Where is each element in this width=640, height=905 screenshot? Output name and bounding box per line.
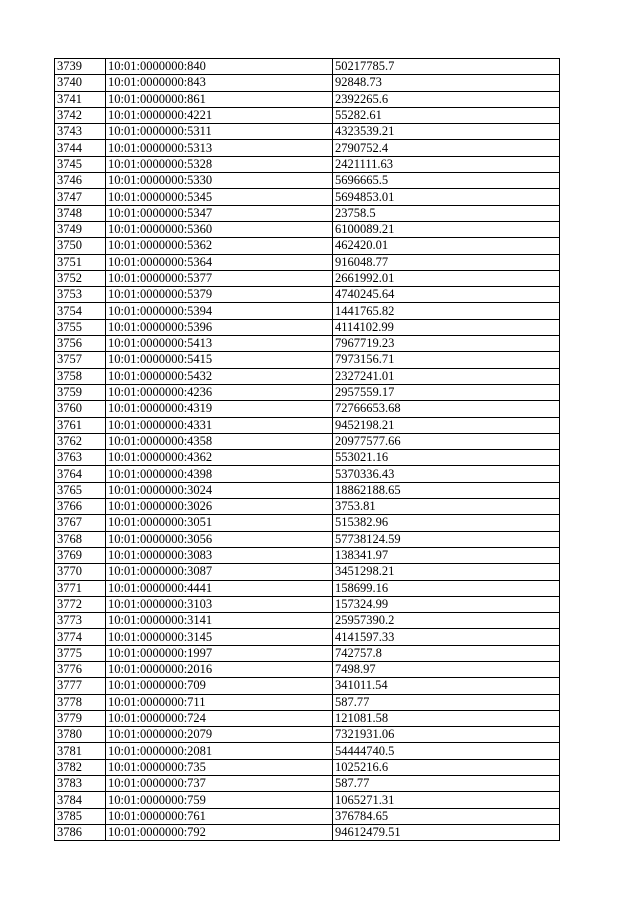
cadastral-number-cell: 10:01:0000000:840: [106, 59, 333, 75]
table-row: [55, 792, 560, 808]
table-row: [55, 499, 560, 515]
value-cell: 742757.8: [333, 645, 560, 661]
row-number-cell: 3782: [55, 759, 106, 775]
value-cell: 57738124.59: [333, 531, 560, 547]
value-cell: 18862188.65: [333, 482, 560, 498]
row-number-cell: 3740: [55, 75, 106, 91]
cadastral-number-cell: 10:01:0000000:1997: [106, 645, 333, 661]
cadastral-number-cell: 10:01:0000000:735: [106, 759, 333, 775]
cadastral-number-cell: 10:01:0000000:5330: [106, 173, 333, 189]
table-row: [55, 515, 560, 531]
cadastral-number-cell: 10:01:0000000:724: [106, 710, 333, 726]
row-number-cell: 3778: [55, 694, 106, 710]
cadastral-number-cell: 10:01:0000000:711: [106, 694, 333, 710]
cadastral-number-cell: 10:01:0000000:5432: [106, 368, 333, 384]
table-row: [55, 482, 560, 498]
value-cell: 94612479.51: [333, 824, 560, 840]
row-number-cell: 3765: [55, 482, 106, 498]
row-number-cell: 3771: [55, 580, 106, 596]
cadastral-number-cell: 10:01:0000000:3024: [106, 482, 333, 498]
value-cell: 3753.81: [333, 499, 560, 515]
cadastral-number-cell: 10:01:0000000:843: [106, 75, 333, 91]
value-cell: 5694853.01: [333, 189, 560, 205]
table-row: [55, 613, 560, 629]
value-cell: 1441765.82: [333, 303, 560, 319]
row-number-cell: 3775: [55, 645, 106, 661]
table-row: [55, 450, 560, 466]
cadastral-number-cell: 10:01:0000000:5364: [106, 254, 333, 270]
row-number-cell: 3752: [55, 270, 106, 286]
value-cell: 376784.65: [333, 808, 560, 824]
cadastral-number-cell: 10:01:0000000:5345: [106, 189, 333, 205]
row-number-cell: 3754: [55, 303, 106, 319]
row-number-cell: 3760: [55, 401, 106, 417]
row-number-cell: 3774: [55, 629, 106, 645]
cadastral-number-cell: 10:01:0000000:4236: [106, 384, 333, 400]
row-number-cell: 3755: [55, 319, 106, 335]
row-number-cell: 3753: [55, 287, 106, 303]
cadastral-number-cell: 10:01:0000000:737: [106, 776, 333, 792]
cadastral-number-cell: 10:01:0000000:4319: [106, 401, 333, 417]
table-row: [55, 759, 560, 775]
value-cell: 138341.97: [333, 547, 560, 563]
cadastral-number-cell: 10:01:0000000:709: [106, 678, 333, 694]
value-cell: 553021.16: [333, 450, 560, 466]
value-cell: 462420.01: [333, 238, 560, 254]
value-cell: 1025216.6: [333, 759, 560, 775]
cadastral-number-cell: 10:01:0000000:5396: [106, 319, 333, 335]
row-number-cell: 3773: [55, 613, 106, 629]
table-row: [55, 417, 560, 433]
table-row: [55, 547, 560, 563]
cadastral-number-cell: 10:01:0000000:861: [106, 91, 333, 107]
cadastral-number-cell: 10:01:0000000:5394: [106, 303, 333, 319]
value-cell: 2790752.4: [333, 140, 560, 156]
value-cell: 2327241.01: [333, 368, 560, 384]
row-number-cell: 3746: [55, 173, 106, 189]
table-row: [55, 221, 560, 237]
row-number-cell: 3743: [55, 124, 106, 140]
row-number-cell: 3769: [55, 547, 106, 563]
cadastral-number-cell: 10:01:0000000:4398: [106, 466, 333, 482]
table-row: [55, 743, 560, 759]
value-cell: 515382.96: [333, 515, 560, 531]
cadastral-number-cell: 10:01:0000000:5328: [106, 156, 333, 172]
value-cell: 4323539.21: [333, 124, 560, 140]
value-cell: 23758.5: [333, 205, 560, 221]
table-row: [55, 270, 560, 286]
value-cell: 1065271.31: [333, 792, 560, 808]
value-cell: 92848.73: [333, 75, 560, 91]
value-cell: 4740245.64: [333, 287, 560, 303]
value-cell: 587.77: [333, 776, 560, 792]
value-cell: 7973156.71: [333, 352, 560, 368]
table-row: [55, 645, 560, 661]
table-row: [55, 238, 560, 254]
cadastral-number-cell: 10:01:0000000:2016: [106, 661, 333, 677]
value-cell: 72766653.68: [333, 401, 560, 417]
row-number-cell: 3747: [55, 189, 106, 205]
table-row: [55, 303, 560, 319]
table-row: [55, 727, 560, 743]
table-row: [55, 710, 560, 726]
cadastral-number-cell: 10:01:0000000:5415: [106, 352, 333, 368]
row-number-cell: 3758: [55, 368, 106, 384]
row-number-cell: 3767: [55, 515, 106, 531]
table-row: [55, 433, 560, 449]
row-number-cell: 3744: [55, 140, 106, 156]
cadastral-number-cell: 10:01:0000000:5313: [106, 140, 333, 156]
table-row: [55, 776, 560, 792]
cadastral-number-cell: 10:01:0000000:5362: [106, 238, 333, 254]
row-number-cell: 3763: [55, 450, 106, 466]
cadastral-number-cell: 10:01:0000000:5347: [106, 205, 333, 221]
cadastral-number-cell: 10:01:0000000:3145: [106, 629, 333, 645]
cadastral-number-cell: 10:01:0000000:5311: [106, 124, 333, 140]
value-cell: 2957559.17: [333, 384, 560, 400]
table-row: [55, 287, 560, 303]
value-cell: 20977577.66: [333, 433, 560, 449]
table-row: [55, 580, 560, 596]
cadastral-data-table: [54, 58, 560, 841]
row-number-cell: 3776: [55, 661, 106, 677]
value-cell: 7498.97: [333, 661, 560, 677]
value-cell: 2392265.6: [333, 91, 560, 107]
cadastral-number-cell: 10:01:0000000:2079: [106, 727, 333, 743]
row-number-cell: 3766: [55, 499, 106, 515]
cadastral-number-cell: 10:01:0000000:2081: [106, 743, 333, 759]
value-cell: 9452198.21: [333, 417, 560, 433]
cadastral-number-cell: 10:01:0000000:4441: [106, 580, 333, 596]
value-cell: 54444740.5: [333, 743, 560, 759]
row-number-cell: 3772: [55, 596, 106, 612]
table-row: [55, 91, 560, 107]
cadastral-number-cell: 10:01:0000000:792: [106, 824, 333, 840]
table-row: [55, 205, 560, 221]
row-number-cell: 3762: [55, 433, 106, 449]
value-cell: 5696665.5: [333, 173, 560, 189]
value-cell: 6100089.21: [333, 221, 560, 237]
row-number-cell: 3777: [55, 678, 106, 694]
row-number-cell: 3786: [55, 824, 106, 840]
row-number-cell: 3757: [55, 352, 106, 368]
row-number-cell: 3768: [55, 531, 106, 547]
table-body: [55, 59, 560, 841]
table-row: [55, 254, 560, 270]
row-number-cell: 3781: [55, 743, 106, 759]
value-cell: 25957390.2: [333, 613, 560, 629]
cadastral-number-cell: 10:01:0000000:3083: [106, 547, 333, 563]
table-row: [55, 189, 560, 205]
table-row: [55, 140, 560, 156]
value-cell: 916048.77: [333, 254, 560, 270]
table-row: [55, 75, 560, 91]
table-row: [55, 336, 560, 352]
cadastral-number-cell: 10:01:0000000:4358: [106, 433, 333, 449]
value-cell: 341011.54: [333, 678, 560, 694]
cadastral-number-cell: 10:01:0000000:761: [106, 808, 333, 824]
row-number-cell: 3750: [55, 238, 106, 254]
cadastral-number-cell: 10:01:0000000:5379: [106, 287, 333, 303]
table-row: [55, 824, 560, 840]
table-row: [55, 596, 560, 612]
value-cell: 7967719.23: [333, 336, 560, 352]
cadastral-number-cell: 10:01:0000000:759: [106, 792, 333, 808]
row-number-cell: 3741: [55, 91, 106, 107]
table-row: [55, 531, 560, 547]
row-number-cell: 3779: [55, 710, 106, 726]
table-row: [55, 661, 560, 677]
value-cell: 587.77: [333, 694, 560, 710]
row-number-cell: 3770: [55, 564, 106, 580]
row-number-cell: 3749: [55, 221, 106, 237]
table-row: [55, 319, 560, 335]
table-row: [55, 352, 560, 368]
table-row: [55, 401, 560, 417]
table-row: [55, 173, 560, 189]
row-number-cell: 3751: [55, 254, 106, 270]
cadastral-number-cell: 10:01:0000000:4221: [106, 107, 333, 123]
row-number-cell: 3783: [55, 776, 106, 792]
table-row: [55, 107, 560, 123]
value-cell: 2421111.63: [333, 156, 560, 172]
row-number-cell: 3785: [55, 808, 106, 824]
cadastral-number-cell: 10:01:0000000:3141: [106, 613, 333, 629]
row-number-cell: 3739: [55, 59, 106, 75]
value-cell: 50217785.7: [333, 59, 560, 75]
row-number-cell: 3759: [55, 384, 106, 400]
value-cell: 158699.16: [333, 580, 560, 596]
cadastral-number-cell: 10:01:0000000:5377: [106, 270, 333, 286]
table-row: [55, 694, 560, 710]
value-cell: 121081.58: [333, 710, 560, 726]
table-row: [55, 124, 560, 140]
table-row: [55, 368, 560, 384]
row-number-cell: 3756: [55, 336, 106, 352]
table-row: [55, 629, 560, 645]
cadastral-number-cell: 10:01:0000000:3026: [106, 499, 333, 515]
value-cell: 5370336.43: [333, 466, 560, 482]
table-row: [55, 156, 560, 172]
cadastral-number-cell: 10:01:0000000:4362: [106, 450, 333, 466]
cadastral-number-cell: 10:01:0000000:5413: [106, 336, 333, 352]
table-row: [55, 59, 560, 75]
row-number-cell: 3761: [55, 417, 106, 433]
row-number-cell: 3780: [55, 727, 106, 743]
cadastral-number-cell: 10:01:0000000:3056: [106, 531, 333, 547]
row-number-cell: 3764: [55, 466, 106, 482]
row-number-cell: 3784: [55, 792, 106, 808]
value-cell: 2661992.01: [333, 270, 560, 286]
value-cell: 55282.61: [333, 107, 560, 123]
table-row: [55, 808, 560, 824]
table-row: [55, 678, 560, 694]
cadastral-number-cell: 10:01:0000000:5360: [106, 221, 333, 237]
cadastral-number-cell: 10:01:0000000:3051: [106, 515, 333, 531]
value-cell: 4141597.33: [333, 629, 560, 645]
table-row: [55, 384, 560, 400]
value-cell: 7321931.06: [333, 727, 560, 743]
cadastral-number-cell: 10:01:0000000:4331: [106, 417, 333, 433]
row-number-cell: 3748: [55, 205, 106, 221]
value-cell: 157324.99: [333, 596, 560, 612]
cadastral-number-cell: 10:01:0000000:3087: [106, 564, 333, 580]
row-number-cell: 3745: [55, 156, 106, 172]
row-number-cell: 3742: [55, 107, 106, 123]
value-cell: 3451298.21: [333, 564, 560, 580]
table-row: [55, 564, 560, 580]
cadastral-number-cell: 10:01:0000000:3103: [106, 596, 333, 612]
table-row: [55, 466, 560, 482]
value-cell: 4114102.99: [333, 319, 560, 335]
